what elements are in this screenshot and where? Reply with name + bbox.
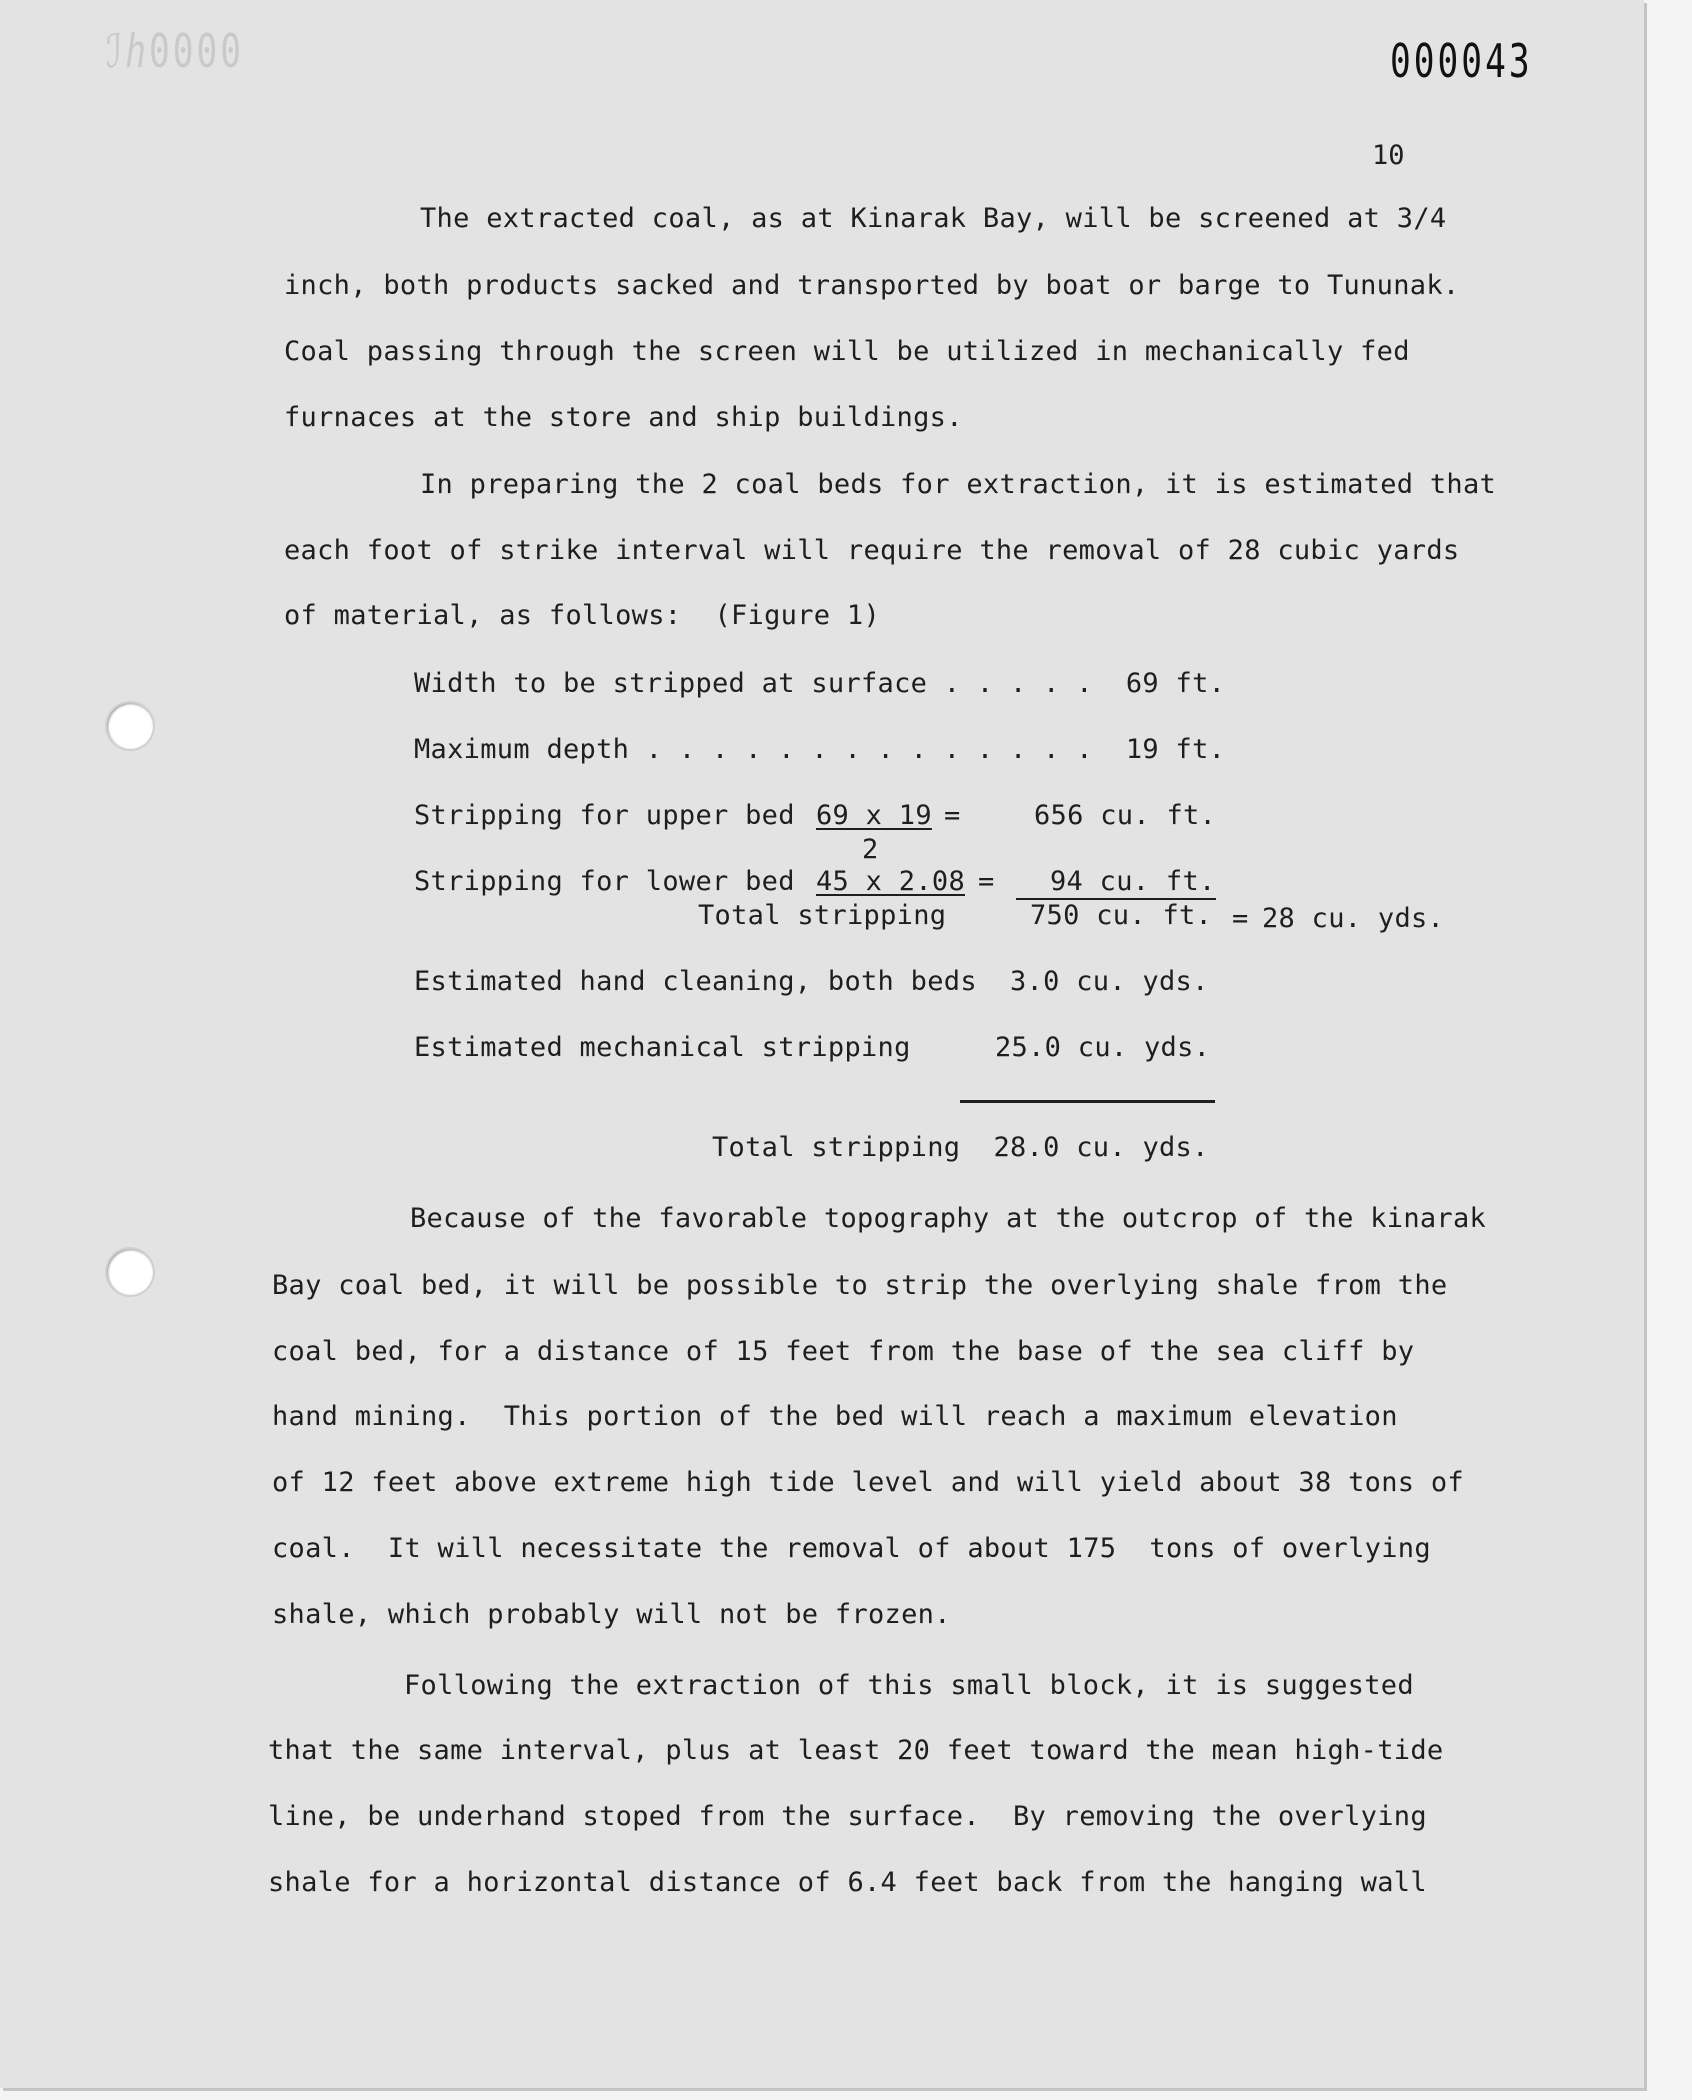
paragraph-3-line-6: coal. It will necessitate the removal of about 175 tons of overlying [272,1533,1431,1564]
upper-bed-formula: 69 x 19 [816,800,932,831]
lower-bed-formula: 45 x 2.08 [816,866,965,897]
total-stripping-final: Total stripping 28.0 cu. yds. [712,1132,1209,1163]
hand-cleaning-line: Estimated hand cleaning, both beds 3.0 cu. yds. [414,966,1209,997]
upper-bed-divisor: 2 [862,834,879,865]
upper-bed-label: Stripping for upper bed [414,800,795,831]
paragraph-2-line-2: each foot of strike interval will require the removal of 28 cubic yards [284,535,1460,566]
upper-bed-equals: = [944,800,961,831]
faint-stamp-number: ℐℎ0000 [106,24,245,78]
punch-hole-bottom [107,1249,153,1295]
paragraph-4-line-4: shale for a horizontal distance of 6.4 feet back from the hanging wall [268,1867,1427,1898]
paragraph-1-line-3: Coal passing through the screen will be utilized in mechanically fed [284,336,1410,367]
paragraph-3-line-3: coal bed, for a distance of 15 feet from the base of the sea cliff by [272,1336,1415,1367]
page-number: 10 [1372,140,1405,171]
paragraph-1-line-4: furnaces at the store and ship buildings. [284,402,963,433]
total-stripping-label: Total stripping [698,900,947,931]
paragraph-3-line-1: Because of the favorable topography at the outcrop of the kinarak [410,1203,1487,1234]
upper-bed-result: 656 cu. ft. [1034,800,1217,831]
paragraph-3-line-5: of 12 feet above extreme high tide level and will yield about 38 tons of [272,1467,1464,1498]
paragraph-3-line-7: shale, which probably will not be frozen. [272,1599,951,1630]
total-rule [960,1100,1215,1103]
total-stripping-feet: 750 cu. ft. [1030,900,1213,931]
total-stripping-yards: 28 cu. yds. [1262,903,1445,934]
lower-bed-equals: = [978,866,995,897]
paragraph-1-line-2: inch, both products sacked and transported by boat or barge to Tununak. [284,270,1460,301]
paragraph-3-line-2: Bay coal bed, it will be possible to strip the overlying shale from the [272,1270,1448,1301]
paragraph-2-line-1: In preparing the 2 coal beds for extraction, it is estimated that [420,469,1497,500]
paragraph-1-line-1: The extracted coal, as at Kinarak Bay, will be screened at 3/4 [420,203,1447,234]
mechanical-stripping-label: Estimated mechanical stripping [414,1032,911,1063]
paragraph-4-line-1: Following the extraction of this small block, it is suggested [404,1670,1414,1701]
maximum-depth-line: Maximum depth . . . . . . . . . . . . . . 19 ft. [414,734,1226,765]
paragraph-3-line-4: hand mining. This portion of the bed will reach a maximum elevation [272,1401,1398,1432]
width-stripped-line: Width to be stripped at surface . . . . . 69 ft. [414,668,1226,699]
punch-hole-top [107,703,153,749]
total-stripping-equals: = [1232,903,1249,934]
document-stamp-number: 000043 [1390,34,1533,88]
lower-bed-result: 94 cu. ft. [1050,866,1216,897]
paragraph-2-line-3: of material, as follows: (Figure 1) [284,600,880,631]
paragraph-4-line-3: line, be underhand stoped from the surface. By removing the overlying [268,1801,1427,1832]
lower-bed-label: Stripping for lower bed [414,866,795,897]
paragraph-4-line-2: that the same interval, plus at least 20 feet toward the mean high-tide [268,1735,1444,1766]
mechanical-stripping-result: 25.0 cu. yds. [995,1032,1211,1063]
